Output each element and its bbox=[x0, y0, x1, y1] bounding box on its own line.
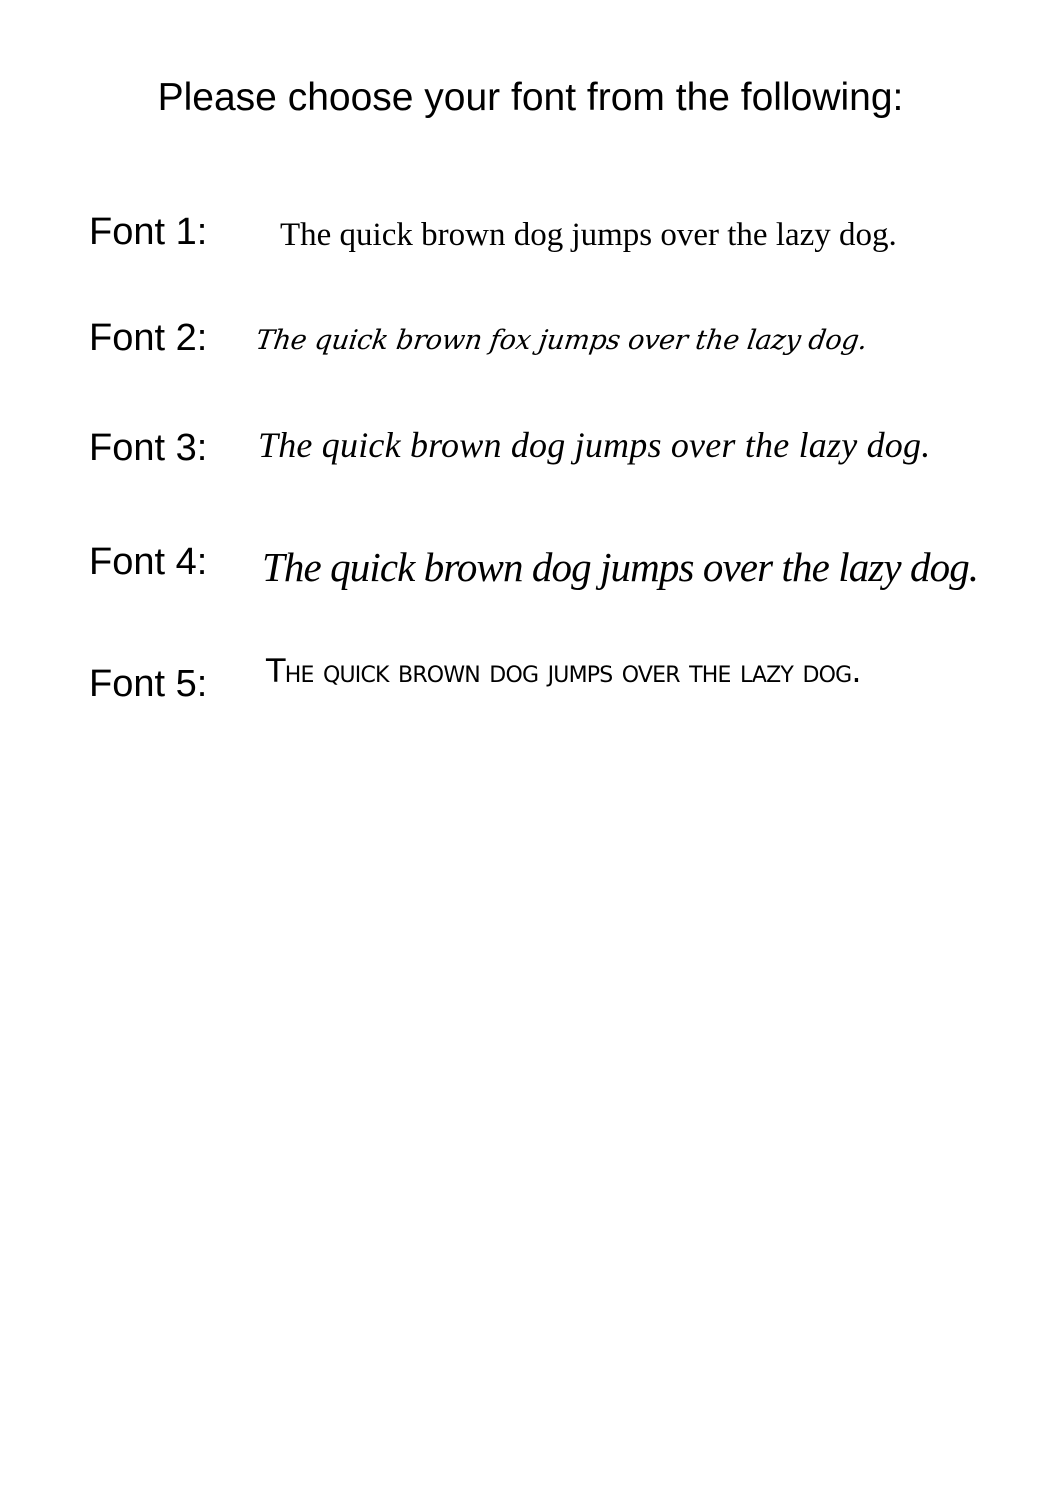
font-4-sample: The quick brown dog jumps over the lazy dog. bbox=[262, 544, 979, 590]
font-3-label: Font 3: bbox=[89, 427, 208, 469]
font-2-sample: The quick brown fox jumps over the lazy dog. bbox=[253, 325, 870, 356]
font-5-label: Font 5: bbox=[89, 663, 208, 705]
font-3-sample: The quick brown dog jumps over the lazy dog. bbox=[258, 425, 931, 465]
font-5-sample: The quick brown dog jumps over the lazy dog. bbox=[266, 652, 861, 690]
font-2-label: Font 2: bbox=[89, 317, 208, 359]
font-4-label: Font 4: bbox=[89, 541, 208, 583]
font-1-sample: The quick brown dog jumps over the lazy dog. bbox=[280, 217, 897, 253]
page-heading: Please choose your font from the following: bbox=[157, 76, 904, 119]
font-1-label: Font 1: bbox=[89, 211, 208, 253]
